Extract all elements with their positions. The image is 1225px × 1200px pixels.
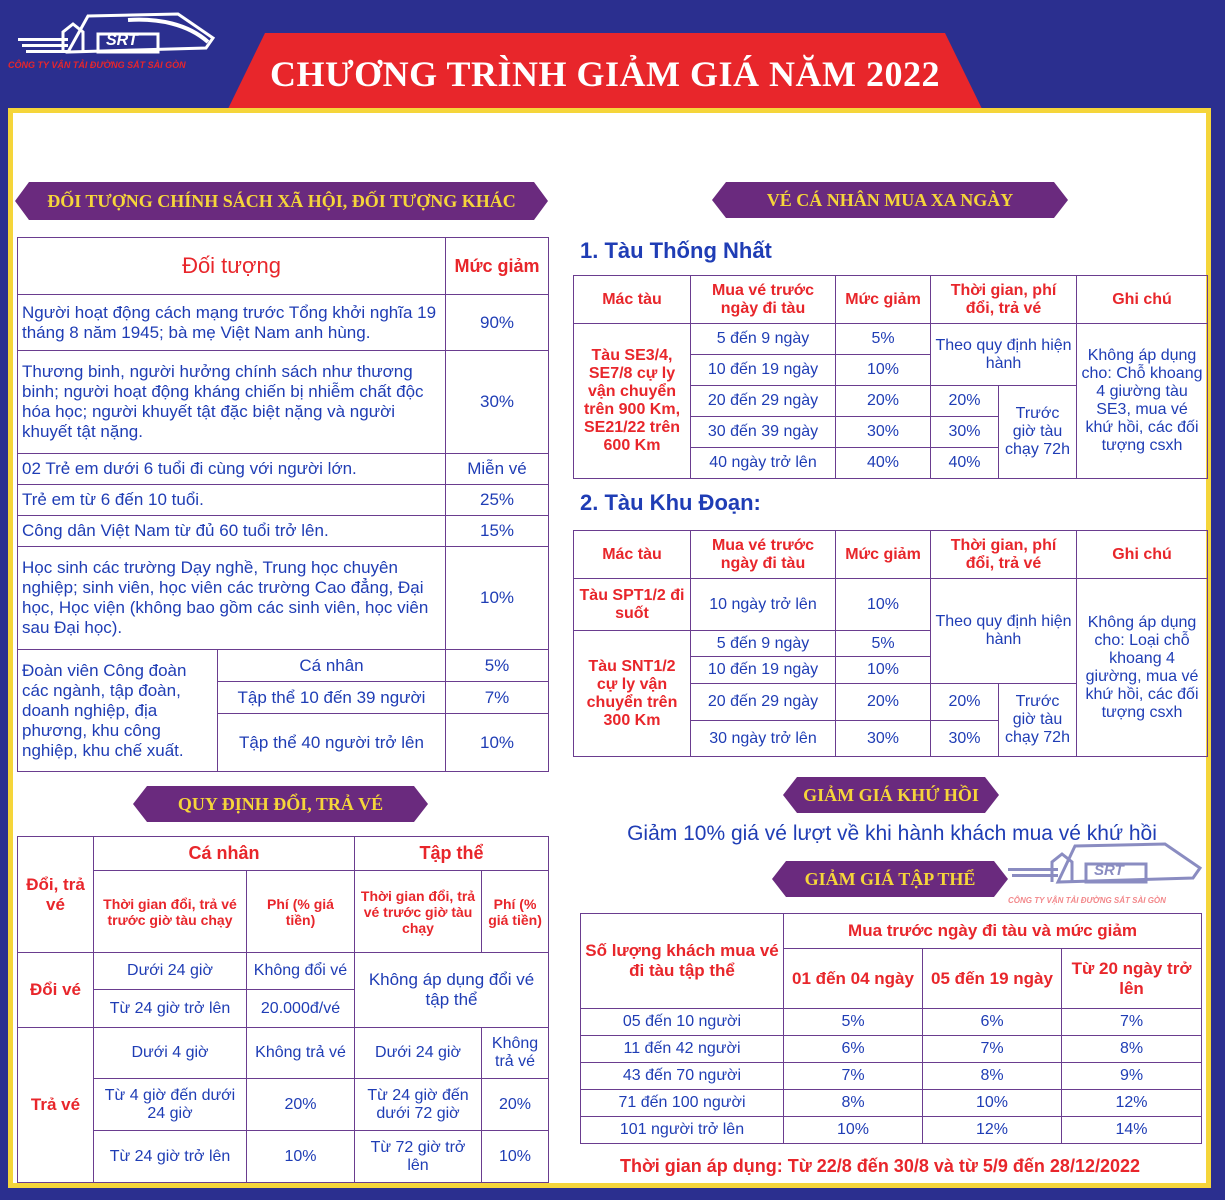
rate-cell: 10% xyxy=(784,1117,923,1144)
discount-cell: 7% xyxy=(446,682,549,714)
khu-doan-table xyxy=(573,530,1208,757)
discount-cell: 90% xyxy=(446,295,549,351)
union-type-cell: Cá nhân xyxy=(218,650,446,682)
fee-cell: Không trả vé xyxy=(247,1028,355,1079)
rate-cell: 10% xyxy=(923,1090,1062,1117)
col-train: Mác tàu xyxy=(574,531,691,579)
col-discount: Mức giảm xyxy=(836,531,931,579)
social-policy-table xyxy=(17,237,549,772)
fee-cell: 20% xyxy=(931,684,999,721)
section-return-trip-title: GIẢM GIÁ KHỨ HỒI xyxy=(783,777,999,813)
note-cell: Không áp dụng cho: Chỗ khoang 4 giường tàu SE3, mua vé khứ hồi, các đối tượng csxh xyxy=(1077,324,1208,479)
group-fee-cell: 10% xyxy=(482,1131,549,1183)
refund-label: Trả vé xyxy=(18,1028,94,1183)
period-header: Từ 20 ngày trở lên xyxy=(1062,949,1202,1009)
fee-cell: 30% xyxy=(931,721,999,757)
heading-khu-doan: 2. Tàu Khu Đoạn: xyxy=(580,490,761,515)
period-header: 05 đến 19 ngày xyxy=(923,949,1062,1009)
qty-cell: 05 đến 10 người xyxy=(581,1009,784,1036)
discount-cell: 10% xyxy=(836,657,931,684)
rate-cell: 14% xyxy=(1062,1117,1202,1144)
fee-cell: Không đổi vé xyxy=(247,953,355,990)
subject-cell: 02 Trẻ em dưới 6 tuổi đi cùng với người lớn. xyxy=(18,454,446,485)
fee-cell: 10% xyxy=(247,1131,355,1183)
col-buy: Mua vé trước ngày đi tàu xyxy=(691,531,836,579)
rate-cell: 8% xyxy=(1062,1036,1202,1063)
fee-cell: 40% xyxy=(931,448,999,479)
subject-cell: Người hoạt động cách mạng trước Tổng khởi nghĩa 19 tháng 8 năm 1945; bà mẹ Việt Nam anh hùng. xyxy=(18,295,446,351)
section-exchange-rules-title: QUY ĐỊNH ĐỔI, TRẢ VÉ xyxy=(133,786,428,822)
discount-cell: 10% xyxy=(836,355,931,386)
rate-cell: 12% xyxy=(923,1117,1062,1144)
discount-cell: 10% xyxy=(446,714,549,772)
discount-cell: 5% xyxy=(836,324,931,355)
buy-cell: 10 đến 19 ngày xyxy=(691,657,836,684)
time-header: Thời gian đổi, trả vé trước giờ tàu chạy xyxy=(355,871,482,953)
buy-cell: 40 ngày trở lên xyxy=(691,448,836,479)
fee-cell: 20% xyxy=(247,1079,355,1131)
rate-cell: 7% xyxy=(784,1063,923,1090)
rate-cell: 6% xyxy=(784,1036,923,1063)
rate-cell: 7% xyxy=(1062,1009,1202,1036)
exchange-group-cell: Không áp dụng đổi vé tập thể xyxy=(355,953,549,1028)
col-subject: Đối tượng xyxy=(18,238,446,295)
discount-cell: 30% xyxy=(446,351,549,454)
col-discount: Mức giảm xyxy=(446,238,549,295)
buy-cell: 5 đến 9 ngày xyxy=(691,631,836,657)
rate-cell: 8% xyxy=(923,1063,1062,1090)
discount-cell: 10% xyxy=(836,579,931,631)
discount-cell: 15% xyxy=(446,516,549,547)
qty-cell: 71 đến 100 người xyxy=(581,1090,784,1117)
group-time-cell: Từ 24 giờ đến dưới 72 giờ xyxy=(355,1079,482,1131)
subject-cell: Trẻ em từ 6 đến 10 tuổi. xyxy=(18,485,446,516)
buy-period-header: Mua trước ngày đi tàu và mức giảm xyxy=(784,914,1202,949)
period-header: 01 đến 04 ngày xyxy=(784,949,923,1009)
exchange-label: Đổi vé xyxy=(18,953,94,1028)
apply-period-text: Thời gian áp dụng: Từ 22/8 đến 30/8 và từ 5/9 đến 28/12/2022 xyxy=(619,1156,1141,1176)
thong-nhat-table xyxy=(573,275,1208,479)
time-cell: Từ 24 giờ trở lên xyxy=(94,990,247,1028)
col-note: Ghi chú xyxy=(1077,276,1208,324)
section-social-policy-title: ĐỐI TƯỢNG CHÍNH SÁCH XÃ HỘI, ĐỐI TƯỢNG KHÁC xyxy=(15,182,548,220)
buy-cell: 30 ngày trở lên xyxy=(691,721,836,757)
group-time-cell: Từ 72 giờ trở lên xyxy=(355,1131,482,1183)
union-type-cell: Tập thể 10 đến 39 người xyxy=(218,682,446,714)
group-header: Tập thể xyxy=(355,837,549,871)
qty-header: Số lượng khách mua vé đi tàu tập thể xyxy=(581,914,784,1009)
qty-cell: 101 người trở lên xyxy=(581,1117,784,1144)
col-time: Thời gian, phí đổi, trả vé xyxy=(931,276,1077,324)
time-cell: Dưới 4 giờ xyxy=(94,1028,247,1079)
time-header: Thời gian đổi, trả vé trước giờ tàu chạy xyxy=(94,871,247,953)
logo-caption: CÔNG TY VẬN TẢI ĐƯỜNG SẮT SÀI GÒN xyxy=(8,60,186,70)
watermark-caption: CÔNG TY VẬN TẢI ĐƯỜNG SẮT SÀI GÒN xyxy=(1008,896,1166,905)
group-discount-table xyxy=(580,913,1202,1144)
group-fee-cell: Không trả vé xyxy=(482,1028,549,1079)
buy-cell: 20 đến 29 ngày xyxy=(691,386,836,417)
fee-header: Phí (% giá tiền) xyxy=(482,871,549,953)
buy-cell: 10 ngày trở lên xyxy=(691,579,836,631)
group-fee-cell: 20% xyxy=(482,1079,549,1131)
union-subject-cell: Đoàn viên Công đoàn các ngành, tập đoàn, doanh nghiệp, địa phương, khu công nghiệp, khu chế xuất. xyxy=(18,650,218,772)
rate-cell: 12% xyxy=(1062,1090,1202,1117)
logo-text: SRT xyxy=(106,32,138,49)
discount-cell: 20% xyxy=(836,386,931,417)
col-time: Thời gian, phí đổi, trả vé xyxy=(931,531,1077,579)
discount-cell: 30% xyxy=(836,721,931,757)
rate-cell: 8% xyxy=(784,1090,923,1117)
col-discount: Mức giảm xyxy=(836,276,931,324)
corner-cell: Đổi, trả vé xyxy=(18,837,94,953)
discount-cell: 20% xyxy=(836,684,931,721)
watermark-logo-text: SRT xyxy=(1094,862,1124,879)
buy-cell: 30 đến 39 ngày xyxy=(691,417,836,448)
fee-cell: 30% xyxy=(931,417,999,448)
exchange-rules-table xyxy=(17,836,549,1183)
page-title: CHƯƠNG TRÌNH GIẢM GIÁ NĂM 2022 xyxy=(270,54,940,94)
section-advance-purchase-title: VÉ CÁ NHÂN MUA XA NGÀY xyxy=(712,182,1068,218)
rate-cell: 9% xyxy=(1062,1063,1202,1090)
col-train: Mác tàu xyxy=(574,276,691,324)
fee-cell: 20% xyxy=(931,386,999,417)
policy-cell: Theo quy định hiện hành xyxy=(931,579,1077,684)
rate-cell: 7% xyxy=(923,1036,1062,1063)
discount-cell: 5% xyxy=(836,631,931,657)
time-cell: Từ 4 giờ đến dưới 24 giờ xyxy=(94,1079,247,1131)
discount-cell: Miễn vé xyxy=(446,454,549,485)
time-cell: Dưới 24 giờ xyxy=(94,953,247,990)
discount-cell: 5% xyxy=(446,650,549,682)
return-trip-text: Giảm 10% giá vé lượt về khi hành khách mua vé khứ hồi xyxy=(627,822,1157,845)
srt-watermark xyxy=(1000,840,1205,910)
discount-cell: 25% xyxy=(446,485,549,516)
qty-cell: 43 đến 70 người xyxy=(581,1063,784,1090)
buy-cell: 5 đến 9 ngày xyxy=(691,324,836,355)
subject-cell: Học sinh các trường Dạy nghề, Trung học chuyên nghiệp; sinh viên, học viên các trường Cao đẳng, Đại học, Học viện (không bao gồm các sinh viên, học viên sau Đại học). xyxy=(18,547,446,650)
before72-cell: Trước giờ tàu chạy 72h xyxy=(999,684,1077,757)
rate-cell: 6% xyxy=(923,1009,1062,1036)
policy-cell: Theo quy định hiện hành xyxy=(931,324,1077,386)
group-time-cell: Dưới 24 giờ xyxy=(355,1028,482,1079)
fee-header: Phí (% giá tiền) xyxy=(247,871,355,953)
heading-thong-nhat: 1. Tàu Thống Nhất xyxy=(580,238,772,263)
subject-cell: Thương binh, người hưởng chính sách như thương binh; người hoạt động kháng chiến bị nhiễm chất độc hóa học; người khuyết tật đặc biệt nặng và người khuyết tật nặng. xyxy=(18,351,446,454)
train-cell: Tàu SNT1/2 cự ly vận chuyển trên 300 Km xyxy=(574,631,691,757)
time-cell: Từ 24 giờ trở lên xyxy=(94,1131,247,1183)
discount-cell: 40% xyxy=(836,448,931,479)
discount-cell: 10% xyxy=(446,547,549,650)
train-cell: Tàu SPT1/2 đi suốt xyxy=(574,579,691,631)
train-cell: Tàu SE3/4, SE7/8 cự ly vận chuyển trên 900 Km, SE21/22 trên 600 Km xyxy=(574,324,691,479)
subject-cell: Công dân Việt Nam từ đủ 60 tuổi trở lên. xyxy=(18,516,446,547)
union-type-cell: Tập thể 40 người trở lên xyxy=(218,714,446,772)
col-buy: Mua vé trước ngày đi tàu xyxy=(691,276,836,324)
col-note: Ghi chú xyxy=(1077,531,1208,579)
discount-cell: 30% xyxy=(836,417,931,448)
section-group-discount-title: GIẢM GIÁ TẬP THỂ xyxy=(772,861,1008,897)
buy-cell: 10 đến 19 ngày xyxy=(691,355,836,386)
note-cell: Không áp dụng cho: Loại chỗ khoang 4 giường, mua vé khứ hồi, các đối tượng csxh xyxy=(1077,579,1208,757)
before72-cell: Trước giờ tàu chạy 72h xyxy=(999,386,1077,479)
qty-cell: 11 đến 42 người xyxy=(581,1036,784,1063)
individual-header: Cá nhân xyxy=(94,837,355,871)
fee-cell: 20.000đ/vé xyxy=(247,990,355,1028)
buy-cell: 20 đến 29 ngày xyxy=(691,684,836,721)
rate-cell: 5% xyxy=(784,1009,923,1036)
